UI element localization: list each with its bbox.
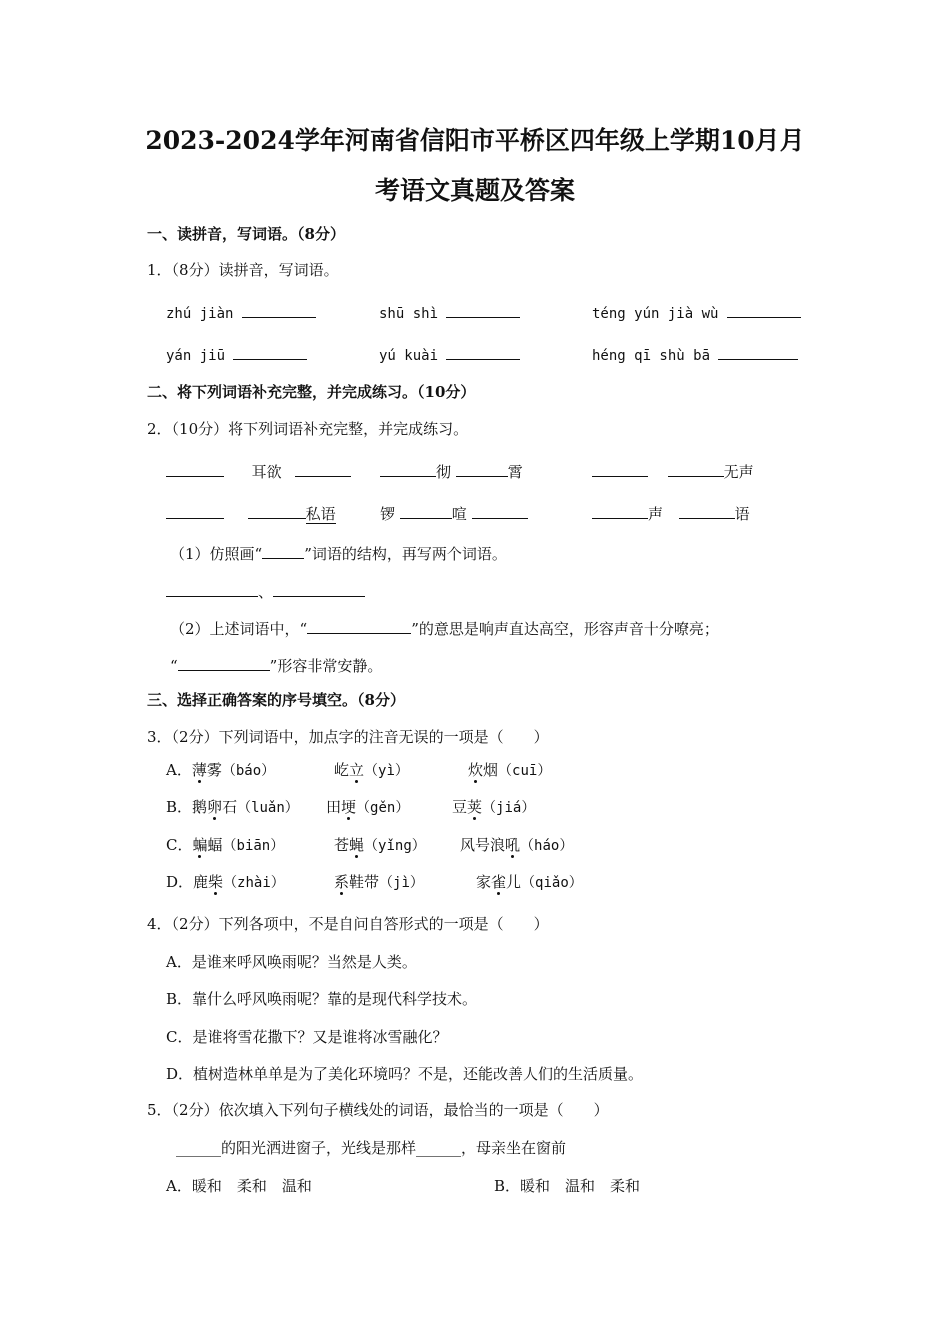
dotted-character: 雀 (491, 873, 507, 891)
q4-option-b[interactable]: B．靠什么呼风唤雨呢？靠的是现代科学技术。 (166, 990, 478, 1008)
q3-option-b-word-3 (452, 800, 535, 815)
pinyin-text: yán jiū (166, 348, 226, 364)
underlined-word-fragment: 私语 (305, 505, 336, 523)
section-heading-1: 一、读拼音，写词语。（8分） (147, 225, 345, 243)
q3-option-a[interactable] (166, 763, 275, 778)
dotted-character: 卵 (207, 798, 223, 816)
pinyin-text: （jiá） (482, 800, 536, 816)
answer-blank[interactable] (273, 582, 365, 597)
pinyin-text: （yì） (364, 763, 409, 779)
answer-blank[interactable] (446, 345, 520, 360)
pinyin-text: （jì） (379, 875, 424, 891)
dotted-character: 埂 (341, 798, 357, 816)
word-text: 鞋带 (349, 873, 380, 891)
pinyin-text: （zhài） (223, 875, 285, 891)
answer-blank[interactable] (178, 656, 270, 671)
word-text: 田 (326, 798, 342, 816)
sub-text: （2）上述词语中，“ (170, 620, 308, 638)
q2-subquestion-2-line-2 (170, 656, 382, 674)
word-fragment: 彻 (436, 463, 452, 481)
q2-row2-word-3 (592, 504, 750, 522)
option-label: C． (166, 836, 193, 854)
question-5-stem: 5．（2分）依次填入下列句子横线处的词语，最恰当的一项是（ ） (147, 1101, 609, 1119)
pinyin-text: （cuī） (498, 763, 552, 779)
sub-text: ”的意思是响声直达高空，形容声音十分嘹亮； (411, 620, 719, 638)
answer-blank[interactable] (400, 504, 452, 519)
q2-row2-word-2 (380, 504, 528, 522)
q3-option-c-word-3 (460, 838, 573, 853)
pinyin-text: shū shì (379, 306, 439, 322)
q1-item-3 (592, 303, 801, 321)
dotted-character: 立 (349, 761, 365, 779)
q2-row1-word-1 (166, 462, 351, 480)
word-text: 家 (476, 873, 492, 891)
word-text: 屹 (334, 761, 350, 779)
answer-blank[interactable] (592, 462, 648, 477)
dotted-character: 蝙 (192, 836, 208, 854)
word-text: 烟 (483, 761, 499, 779)
dotted-character: 吼 (505, 836, 521, 854)
q1-item-6 (592, 345, 798, 363)
q2-subquestion-2 (170, 619, 719, 637)
document-title-line-1: 2023-2024学年河南省信阳市平桥区四年级上学期10月月 (145, 126, 805, 155)
question-2-stem: 2．（10分）将下列词语补充完整，并完成练习。 (147, 420, 469, 438)
sub-text: “ (170, 657, 178, 675)
q3-option-c[interactable] (166, 838, 284, 853)
pinyin-text: （qiǎo） (521, 875, 583, 891)
answer-blank[interactable] (233, 345, 307, 360)
answer-blank[interactable] (472, 504, 528, 519)
q1-item-2 (379, 303, 520, 321)
q2-subquestion-1-answers (166, 582, 365, 600)
pinyin-text: （báo） (221, 763, 276, 779)
dotted-character: 柴 (208, 873, 224, 891)
pinyin-text: zhú jiàn (166, 306, 234, 322)
word-text: 雾 (206, 761, 222, 779)
q3-option-c-word-2 (334, 838, 426, 853)
option-label: D． (166, 873, 194, 891)
answer-blank[interactable] (295, 462, 351, 477)
answer-blank[interactable] (727, 303, 801, 318)
q4-option-c[interactable]: C．是谁将雪花撒下？又是谁将冰雪融化？ (166, 1028, 448, 1046)
word-text: 苍 (334, 836, 350, 854)
q2-row2-word-1 (166, 504, 336, 522)
q1-item-5 (379, 345, 520, 363)
answer-blank[interactable] (380, 462, 436, 477)
document-title-line-2: 考语文真题及答案 (374, 176, 575, 205)
q2-subquestion-1 (170, 544, 507, 562)
word-text: 蝠 (207, 836, 223, 854)
answer-blank[interactable] (307, 619, 411, 634)
dotted-character: 荚 (467, 798, 483, 816)
word-text: 石 (222, 798, 238, 816)
word-text: 儿 (506, 873, 522, 891)
pinyin-text: （gěn） (356, 800, 410, 816)
q2-row1-word-3 (592, 462, 754, 480)
q4-option-a[interactable]: A．是谁来呼风唤雨呢？当然是人类。 (166, 953, 417, 971)
word-fragment: 语 (734, 505, 750, 523)
option-label: B． (166, 798, 193, 816)
answer-blank[interactable] (242, 303, 316, 318)
pinyin-text: （luǎn） (237, 800, 299, 816)
word-fragment: 耳欲 (251, 463, 282, 481)
answer-blank[interactable] (592, 504, 648, 519)
sub-text: （1）仿照画“ (170, 545, 263, 563)
section-heading-3: 三、选择正确答案的序号填空。（8分） (147, 691, 405, 709)
q5-option-a[interactable]: A．暖和 柔和 温和 (166, 1177, 312, 1195)
pinyin-text: （háo） (520, 838, 574, 854)
word-fragment: 锣 (380, 505, 396, 523)
q3-option-a-word-2 (334, 763, 409, 778)
dotted-character: 系 (334, 873, 350, 891)
q4-option-d[interactable]: D．植树造林单单是为了美化环境吗？不是，还能改善人们的生活质量。 (166, 1065, 644, 1083)
word-text: 风号浪 (460, 836, 506, 854)
answer-blank[interactable] (166, 582, 258, 597)
option-label: A． (166, 761, 192, 779)
dotted-character: 薄 (191, 761, 207, 779)
q1-item-1 (166, 303, 316, 321)
answer-blank[interactable] (446, 303, 520, 318)
answer-blank[interactable] (718, 345, 798, 360)
pinyin-text: héng qī shù bā (592, 348, 711, 364)
q3-option-b[interactable] (166, 800, 299, 815)
q3-option-d-word-3 (476, 875, 583, 890)
word-text: 鹅 (192, 798, 208, 816)
question-1-stem: 1．（8分）读拼音，写词语。 (147, 261, 339, 279)
sub-text: ”形容非常安静。 (269, 657, 383, 675)
answer-blank[interactable] (262, 544, 304, 559)
word-fragment: 霄 (507, 463, 523, 481)
question-3-stem: 3．（2分）下列词语中，加点字的注音无误的一项是（ ） (147, 728, 549, 746)
sub-text: ”词语的结构，再写两个词语。 (304, 545, 507, 563)
pinyin-text: （biān） (222, 838, 285, 854)
word-text: 鹿 (193, 873, 209, 891)
word-fragment: 喧 (451, 505, 467, 523)
separator-text: 、 (258, 583, 274, 601)
q3-option-b-word-2 (326, 800, 409, 815)
dotted-character: 炊 (468, 761, 484, 779)
answer-blank[interactable] (456, 462, 508, 477)
word-fragment: 声 (648, 505, 664, 523)
q3-option-a-word-3 (468, 763, 551, 778)
answer-blank[interactable] (679, 504, 735, 519)
q5-sentence: ______的阳光洒进窗子，光线是那样______，母亲坐在窗前 (176, 1139, 567, 1157)
question-4-stem: 4．（2分）下列各项中，不是自问自答形式的一项是（ ） (147, 915, 549, 933)
answer-blank[interactable] (668, 462, 724, 477)
q1-item-4 (166, 345, 307, 363)
dotted-character: 蝇 (349, 836, 365, 854)
answer-blank[interactable] (248, 504, 306, 519)
q3-option-d[interactable] (166, 875, 285, 890)
q3-option-d-word-2 (334, 875, 424, 890)
word-text: 豆 (452, 798, 468, 816)
q2-row1-word-2 (380, 462, 523, 480)
answer-blank[interactable] (166, 462, 224, 477)
pinyin-text: （yǐng） (364, 838, 426, 854)
section-heading-2: 二、将下列词语补充完整，并完成练习。（10分） (147, 383, 476, 401)
answer-blank[interactable] (166, 504, 224, 519)
word-fragment: 无声 (723, 463, 754, 481)
pinyin-text: yú kuài (379, 348, 439, 364)
q5-option-b[interactable]: B．暖和 温和 柔和 (494, 1177, 641, 1195)
pinyin-text: téng yún jià wù (592, 306, 719, 322)
